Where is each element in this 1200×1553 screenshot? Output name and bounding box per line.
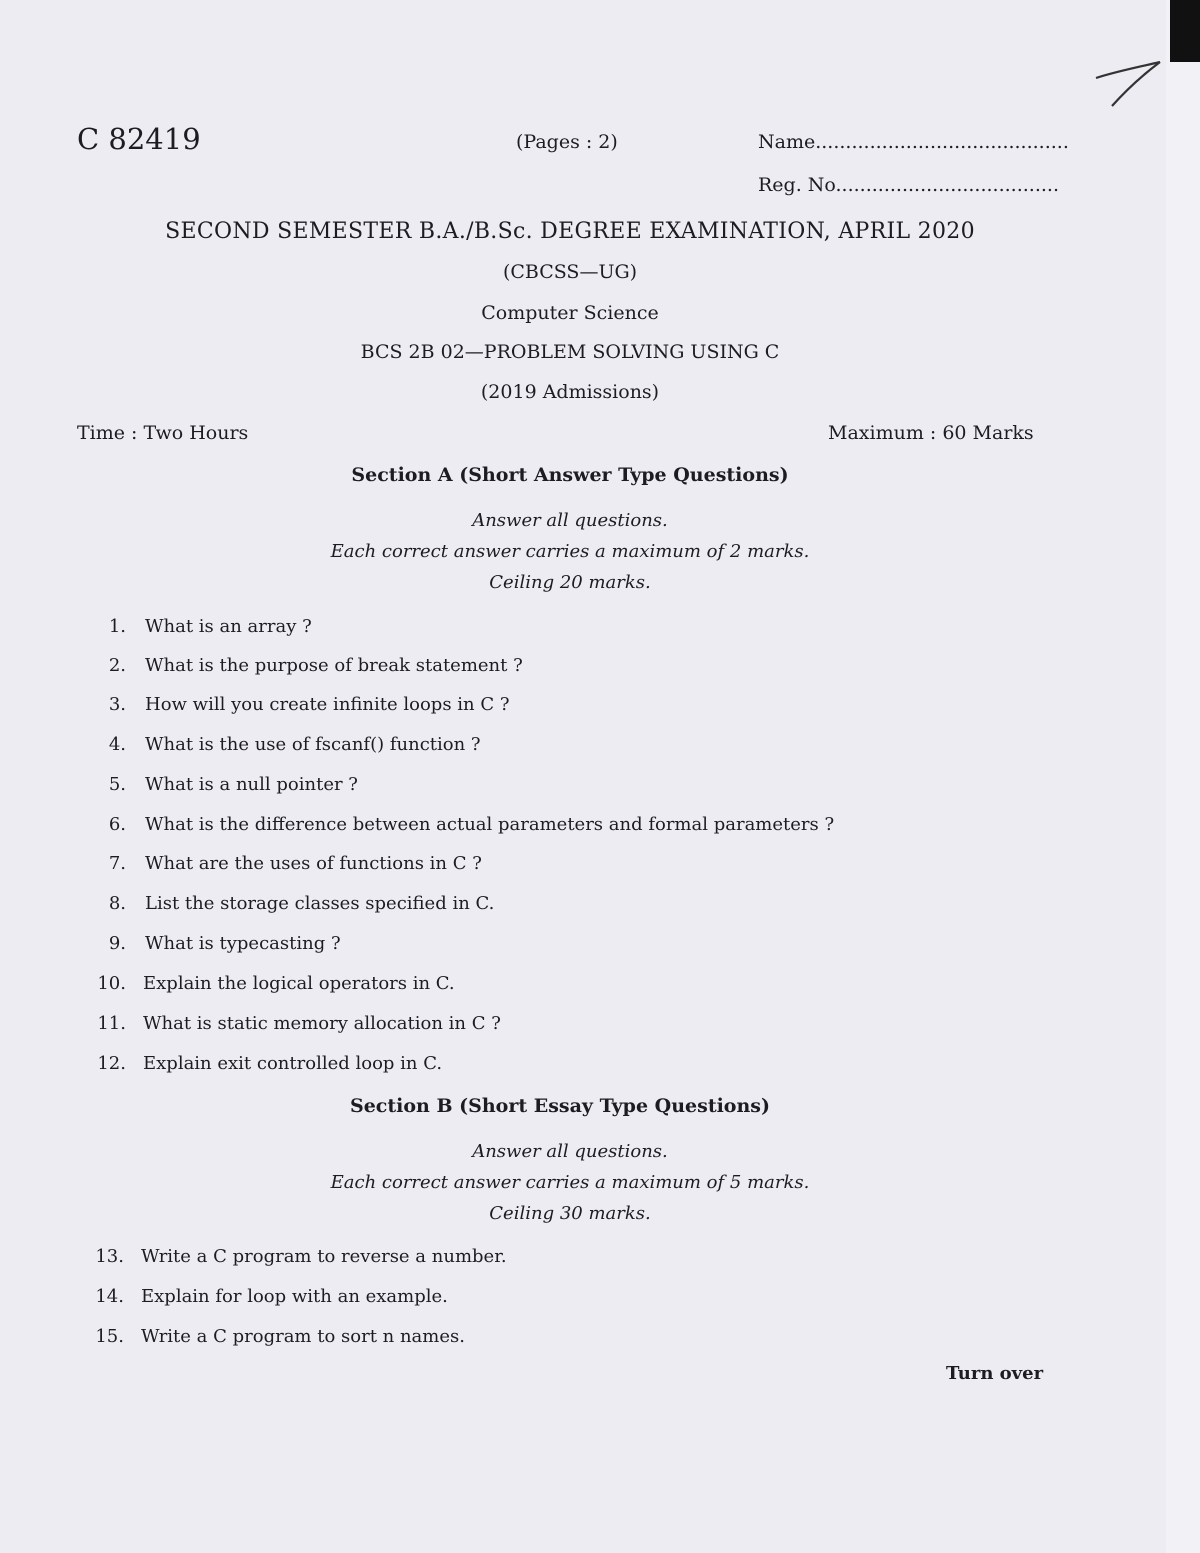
question-number: 5. bbox=[108, 774, 126, 795]
question-text: How will you create infinite loops in C ? bbox=[145, 694, 510, 715]
question-number: 9. bbox=[108, 933, 126, 954]
question-text: What is static memory allocation in C ? bbox=[143, 1013, 501, 1034]
course-title: BCS 2B 02—PROBLEM SOLVING USING C bbox=[360, 341, 780, 363]
question-number: 1. bbox=[108, 616, 126, 637]
question-number: 14. bbox=[95, 1286, 124, 1307]
exam-duration: Time : Two Hours bbox=[77, 422, 249, 444]
reg-no-field: Reg. No..................................... bbox=[758, 174, 1059, 196]
question-text: What are the uses of functions in C ? bbox=[145, 853, 482, 874]
section-a-instruction-3: Ceiling 20 marks. bbox=[489, 572, 651, 593]
page-count: (Pages : 2) bbox=[516, 131, 618, 153]
question-text: What is the use of fscanf() function ? bbox=[145, 734, 481, 755]
section-b-instruction-3: Ceiling 30 marks. bbox=[489, 1203, 651, 1224]
question-number: 6. bbox=[108, 814, 126, 835]
question-text: What is a null pointer ? bbox=[145, 774, 358, 795]
section-a-instruction-2: Each correct answer carries a maximum of 2 marks. bbox=[330, 541, 810, 562]
section-b-instruction-2: Each correct answer carries a maximum of 5 marks. bbox=[330, 1172, 810, 1193]
question-number: 12. bbox=[97, 1053, 126, 1074]
section-b-title: Section B (Short Essay Type Questions) bbox=[350, 1095, 770, 1117]
paper-code: C 82419 bbox=[77, 122, 201, 156]
section-a-title: Section A (Short Answer Type Questions) bbox=[351, 464, 789, 486]
question-text: Explain the logical operators in C. bbox=[143, 973, 455, 994]
section-b-instruction-1: Answer all questions. bbox=[472, 1141, 668, 1162]
question-number: 3. bbox=[108, 694, 126, 715]
question-text: Explain for loop with an example. bbox=[141, 1286, 448, 1307]
question-text: Write a C program to sort n names. bbox=[141, 1326, 465, 1347]
name-field: Name.......................................... bbox=[758, 131, 1069, 153]
section-a-instruction-1: Answer all questions. bbox=[472, 510, 668, 531]
question-number: 8. bbox=[108, 893, 126, 914]
question-number: 10. bbox=[97, 973, 126, 994]
admission-year: (2019 Admissions) bbox=[480, 381, 660, 403]
exam-scheme: (CBCSS—UG) bbox=[502, 261, 638, 283]
question-number: 15. bbox=[95, 1326, 124, 1347]
question-number: 4. bbox=[108, 734, 126, 755]
question-text: What is an array ? bbox=[145, 616, 312, 637]
question-number: 11. bbox=[97, 1013, 126, 1034]
question-number: 13. bbox=[95, 1246, 124, 1267]
turn-over-note: Turn over bbox=[946, 1363, 1044, 1384]
question-text: Write a C program to reverse a number. bbox=[141, 1246, 507, 1267]
question-text: Explain exit controlled loop in C. bbox=[143, 1053, 443, 1074]
scan-edge bbox=[1166, 0, 1200, 1553]
scan-corner bbox=[1170, 0, 1200, 62]
question-text: List the storage classes specified in C. bbox=[145, 893, 495, 914]
question-text: What is typecasting ? bbox=[145, 933, 341, 954]
exam-subject: Computer Science bbox=[481, 302, 659, 324]
question-text: What is the difference between actual parameters and formal parameters ? bbox=[145, 814, 835, 835]
question-number: 2. bbox=[108, 655, 126, 676]
check-mark-icon bbox=[1094, 60, 1164, 110]
question-number: 7. bbox=[108, 853, 126, 874]
question-text: What is the purpose of break statement ? bbox=[145, 655, 523, 676]
maximum-marks: Maximum : 60 Marks bbox=[828, 422, 1034, 444]
exam-title: SECOND SEMESTER B.A./B.Sc. DEGREE EXAMINATION, APRIL 2020 bbox=[165, 219, 975, 244]
